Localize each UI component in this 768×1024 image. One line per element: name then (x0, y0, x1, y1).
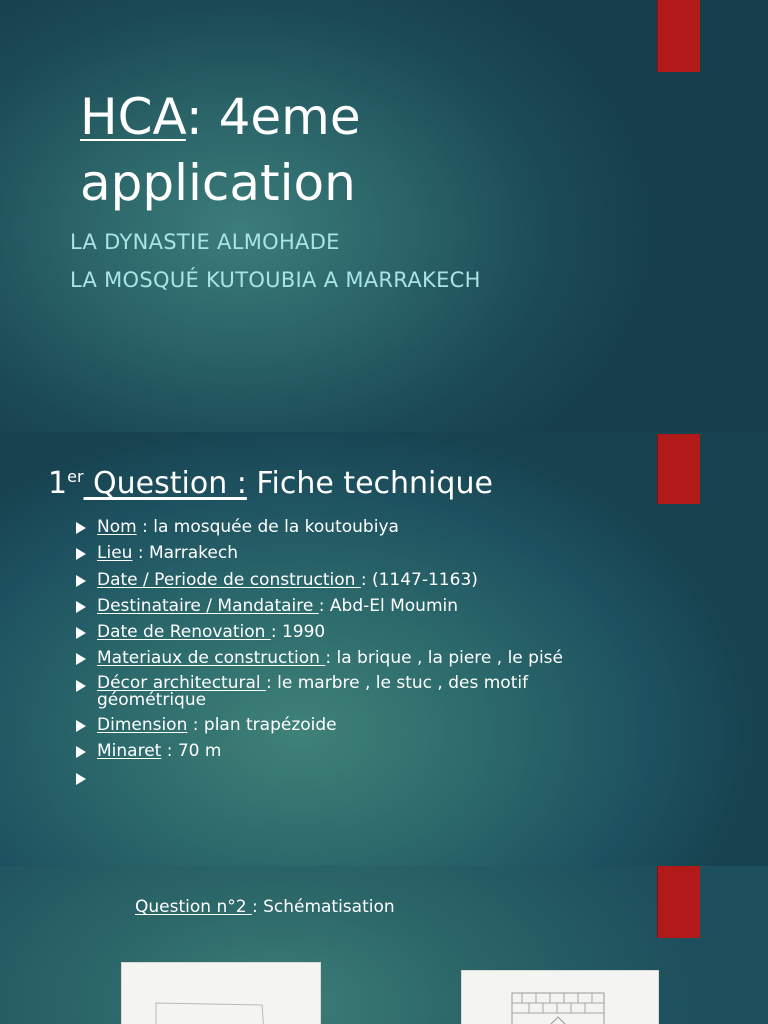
list-item (74, 517, 634, 537)
bullet-arrow-icon (76, 522, 86, 534)
bullet-arrow-icon (76, 601, 86, 613)
subtitle-mosque: LA MOSQUÉ KUTOUBIA A MARRAKECH (70, 268, 481, 292)
item-value: : (1147-1163) (360, 569, 478, 590)
heading-rest: Fiche technique (246, 466, 493, 501)
item-key: Minaret (97, 741, 162, 762)
item-key: Date de Renovation (97, 622, 271, 643)
item-key: Materiaux de construction (97, 648, 326, 669)
list-item-empty (74, 768, 634, 788)
item-key: Date / Periode de construction (97, 569, 361, 590)
list-item (74, 715, 634, 735)
slide-title (80, 84, 640, 216)
bullet-arrow-icon (76, 746, 86, 758)
list-item (74, 570, 634, 590)
list-item (74, 672, 634, 710)
item-value: : le marbre , le stuc , des motif géométrique (97, 672, 529, 710)
question-2-rest: : Schématisation (251, 897, 395, 917)
bullet-arrow-icon (76, 653, 86, 665)
item-key: Destinataire / Mandataire (97, 595, 319, 616)
item-value: : Abd-El Moumin (318, 595, 459, 616)
item-value: : Marrakech (132, 543, 238, 564)
slide-3 (0, 866, 768, 1024)
bullet-arrow-icon (76, 627, 86, 639)
item-value: : la mosquée de la koutoubiya (136, 517, 399, 537)
title-underlined: HCA (80, 88, 186, 146)
item-key: Lieu (97, 543, 133, 564)
bullet-arrow-icon (76, 548, 86, 560)
bullet-arrow-icon (76, 720, 86, 732)
title-rest: : 4eme application (80, 88, 361, 212)
item-key: Décor architectural (97, 672, 267, 693)
list-item (74, 596, 634, 616)
sketch-drawing-icon (122, 963, 320, 1024)
question-2-label: Question n°2 (135, 897, 252, 917)
item-key: Dimension (97, 715, 188, 736)
list-item (74, 741, 634, 761)
list-item (74, 648, 634, 668)
fiche-technique-list (74, 517, 634, 794)
list-item (74, 543, 634, 563)
schema-sketch-image (121, 962, 321, 1024)
subtitle-dynasty: LA DYNASTIE ALMOHADE (70, 230, 340, 254)
red-accent-tab (657, 434, 700, 504)
red-accent-tab (657, 0, 700, 72)
heading-superscript: er (67, 467, 84, 486)
question-1-heading (48, 466, 493, 501)
item-value: : la brique , la piere , le pisé (325, 648, 563, 669)
bullet-arrow-icon (76, 773, 86, 785)
item-value: : plan trapézoide (187, 715, 337, 736)
red-accent-tab (657, 866, 700, 938)
item-value: : 1990 (270, 622, 326, 643)
bullet-arrow-icon (76, 575, 86, 587)
schema-sketch-image (461, 970, 659, 1024)
list-item (74, 622, 634, 642)
heading-number: 1 (48, 466, 68, 501)
item-key: Nom (97, 517, 137, 537)
slide-1 (0, 0, 768, 432)
item-value: : 70 m (161, 741, 222, 762)
question-2-heading (135, 897, 395, 917)
heading-question-label: Question : (83, 466, 247, 501)
bullet-arrow-icon (76, 680, 86, 692)
minaret-sketch-icon (462, 971, 658, 1024)
